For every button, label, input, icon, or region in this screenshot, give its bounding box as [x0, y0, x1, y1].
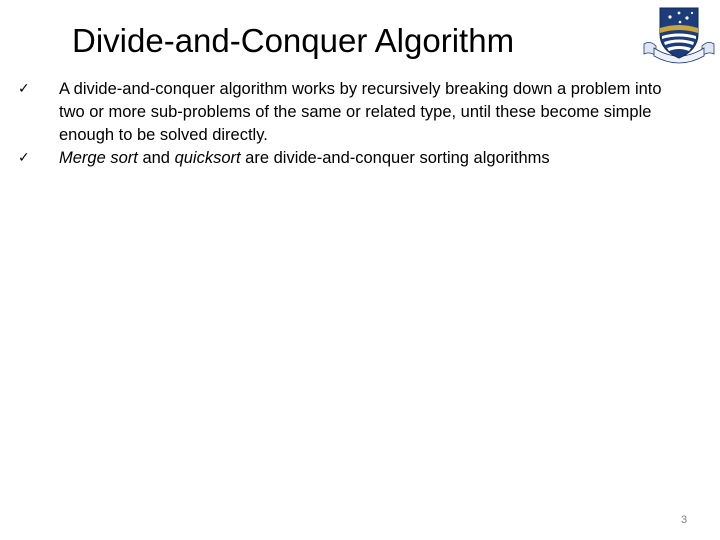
- bullet-text-part: are divide-and-conquer sorting algorithms: [240, 149, 550, 167]
- checkmark-icon: ✓: [18, 150, 30, 166]
- checkmark-icon: ✓: [18, 81, 30, 97]
- bullet-text-part: and: [137, 149, 175, 167]
- university-crest-icon: [640, 4, 718, 70]
- bullet-text: A divide-and-conquer algorithm works by recursively breaking down a problem into two or more sub-problems of the same or related type, until these become simple enough to be solved directly.: [59, 80, 662, 144]
- slide-title: Divide-and-Conquer Algorithm: [72, 22, 515, 59]
- bullet-list: [18, 78, 678, 170]
- term-merge-sort: Merge sort: [59, 149, 138, 167]
- bullet-item: [18, 78, 678, 147]
- bullet-item: [18, 147, 678, 170]
- term-quicksort: quicksort: [174, 149, 241, 167]
- page-number: 3: [681, 514, 688, 526]
